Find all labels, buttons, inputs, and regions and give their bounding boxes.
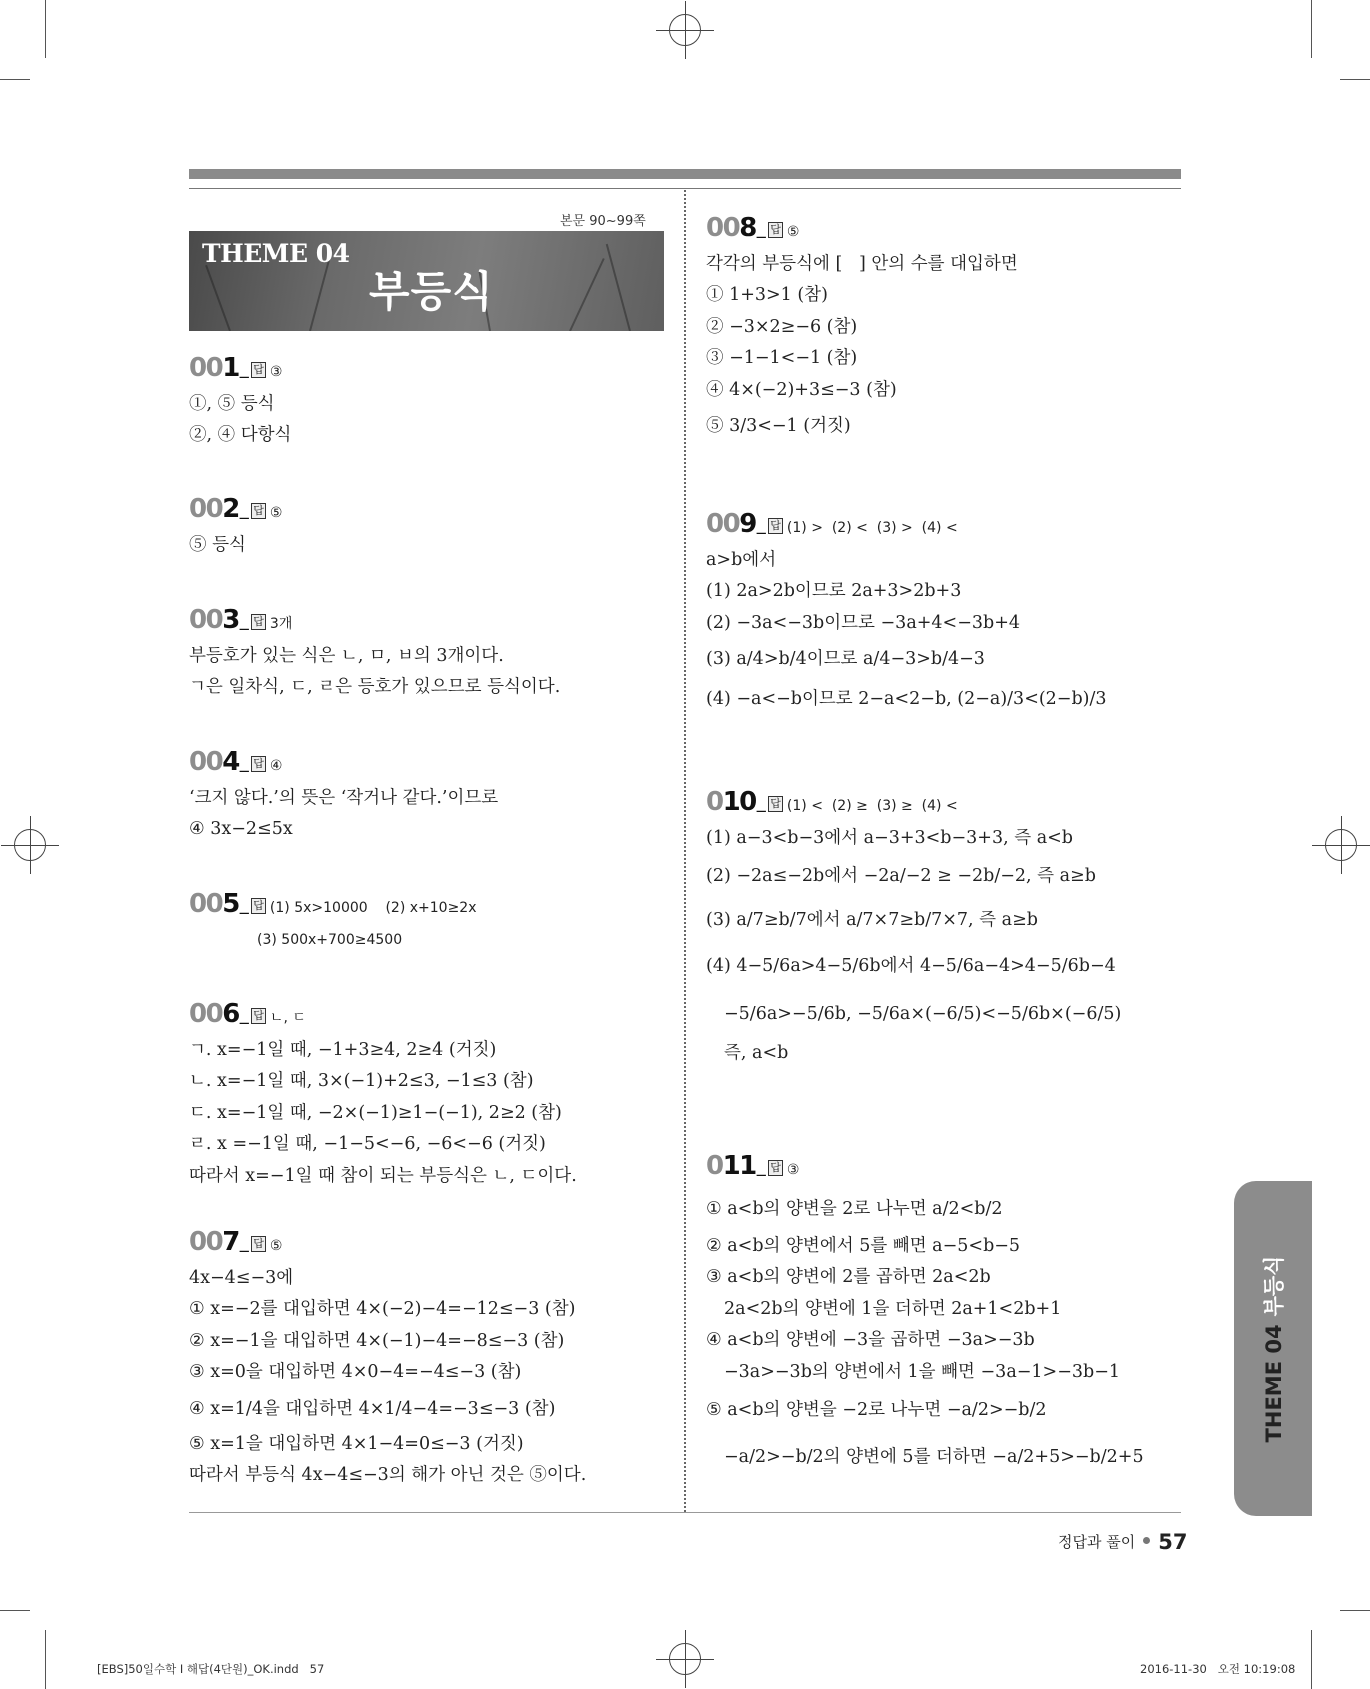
problem-008: 008_ 답 ⑤ 각각의 부등식에 [ ] 안의 수를 대입하면 ① 1+3>1 (참) ② −3×2≥−6 (참) ③ −1−1<−1 (참) ④ 4×(−2)+3≤−3 (참) ⑤ 3/3<−1 (거짓) bbox=[706, 212, 1018, 446]
answer: ㄴ, ㄷ bbox=[269, 1010, 306, 1026]
footer-label: 정답과 풀이 bbox=[1058, 1533, 1136, 1551]
solution-line: (2) −2a≤−2b에서 −2a/−2 ≥ −2b/−2, 즉 a≥b bbox=[706, 866, 1096, 886]
solution-line: (2) −3a<−3b이므로 −3a+4<−3b+4 bbox=[706, 612, 1021, 633]
answer-tag: 답 bbox=[253, 1237, 264, 1250]
solution-line: ㄷ. x=−1일 때, −2×(−1)≥1−(−1), 2≥2 (참) bbox=[189, 1102, 562, 1123]
solution-line: ② −3×2≥−6 (참) bbox=[706, 316, 858, 337]
solution-line: ‘크지 않다.’의 뜻은 ‘작거나 같다.’이므로 bbox=[189, 787, 499, 808]
solution-line: ④ a<b의 양변에 −3을 곱하면 −3a>−3b bbox=[706, 1330, 1035, 1350]
solution-line: ㄴ. x=−1일 때, 3×(−1)+2≤3, −1≤3 (참) bbox=[189, 1071, 534, 1091]
theme-side-tab bbox=[1234, 1181, 1312, 1516]
answer-tag: 답 bbox=[770, 223, 781, 236]
source-page-ref: 본문 90~99쪽 bbox=[560, 214, 646, 229]
solution-line: (3) a/4>b/4이므로 a/4−3>b/4−3 bbox=[706, 649, 985, 669]
solution-line: 각각의 부등식에 [ ] 안의 수를 대입하면 bbox=[706, 253, 1018, 274]
problem-005: 005_ 답 (1) 5x>10000 (2) x+10≥2x (3) 500x+700≥4500 bbox=[189, 888, 477, 956]
answer: ⑤ bbox=[269, 505, 283, 521]
solution-line: (1) a−3<b−3에서 a−3+3<b−3+3, 즉 a<b bbox=[706, 827, 1073, 848]
problem-011: 011_ 답 ③ ① a<b의 양변을 2로 나누면 a/2<b/2 ② a<b의 양변에서 5를 빼면 a−5<b−5 ③ a<b의 양변에 2를 곱하면 2a<2b 2a<2b의 양변에 1을 더하면 2a+1<2b+1 ④ a<b의 양변에 −3을 곱하면 −3a>−3b −3a>−3b의 양변에서 1을 빼면 −3a−1>−3b−1 ⑤ a<b의 양변을 −2로 나누면 −a/2>−b/2 −a/2>−b/2의 양변에 5를 더하면 −a/2+5>−b/2+5 bbox=[706, 1150, 1144, 1482]
solution-line: −3a>−3b의 양변에서 1을 빼면 −3a−1>−3b−1 bbox=[724, 1361, 1121, 1382]
answer-tag: 답 bbox=[770, 1161, 781, 1174]
solution-line: ② x=−1을 대입하면 4×(−1)−4=−8≤−3 (참) bbox=[189, 1330, 565, 1351]
solution-line: 부등호가 있는 식은 ㄴ, ㅁ, ㅂ의 3개이다. bbox=[189, 645, 504, 666]
problem-009: 009_ 답 (1) > (2) < (3) > (4) < a>b에서 (1) 2a>2b이므로 2a+3>2b+3 (2) −3a<−3b이므로 −3a+4<−3b+4 (3) a/4>b/4이므로 a/4−3>b/4−3 (4) −a<−b이므로 2−a<2−b, (2−a)/3<(2−b)/3 bbox=[706, 508, 1107, 719]
page-number: 57 bbox=[1158, 1530, 1188, 1554]
header-rule bbox=[189, 188, 1181, 189]
solution-line: ① x=−2를 대입하면 4×(−2)−4=−12≤−3 (참) bbox=[189, 1299, 576, 1319]
solution-line: (3) a/7≥b/7에서 a/7×7≥b/7×7, 즉 a≥b bbox=[706, 910, 1038, 930]
answer-continued: (3) 500x+700≥4500 bbox=[257, 931, 403, 948]
answer: 3개 bbox=[269, 616, 293, 632]
answer-tag: 답 bbox=[253, 504, 264, 517]
problem-004: 004_ 답 ④ ‘크지 않다.’의 뜻은 ‘작거나 같다.’이므로 ④ 3x−2≤5x bbox=[189, 746, 498, 846]
solution-line: ④ 3x−2≤5x bbox=[189, 819, 293, 839]
solution-line: ㄱ. x=−1일 때, −1+3≥4, 2≥4 (거짓) bbox=[189, 1039, 497, 1060]
answer: ⑤ bbox=[786, 224, 800, 240]
bullet-icon bbox=[1143, 1537, 1150, 1544]
problem-003: 003_ 답 3개 부등호가 있는 식은 ㄴ, ㅁ, ㅂ의 3개이다. ㄱ은 일차식, ㄷ, ㄹ은 등호가 있으므로 등식이다. bbox=[189, 604, 560, 704]
print-slug-file: [EBS]50일수학 I 해답(4단원)_OK.indd 57 bbox=[97, 1662, 325, 1676]
crop-mark bbox=[1311, 0, 1312, 58]
registration-mark-bottom bbox=[669, 1643, 701, 1675]
solution-line: −5/6a>−5/6b, −5/6a×(−6/5)<−5/6b×(−6/5) bbox=[724, 1004, 1122, 1024]
side-tab-theme: THEME 04 bbox=[1262, 1323, 1286, 1442]
side-tab-title: 부등식 bbox=[1262, 1255, 1286, 1316]
answer: (1) > (2) < (3) > (4) < bbox=[786, 520, 958, 536]
solution-line: ⑤ x=1을 대입하면 4×1−4=0≤−3 (거짓) bbox=[189, 1433, 524, 1454]
crop-mark bbox=[1340, 1610, 1370, 1611]
print-slug-timestamp: 2016-11-30 오전 10:19:08 bbox=[1140, 1662, 1296, 1676]
crop-mark bbox=[1311, 1630, 1312, 1689]
answer-tag: 답 bbox=[253, 757, 264, 770]
crop-mark bbox=[45, 0, 46, 58]
footer-rule bbox=[189, 1512, 1181, 1513]
registration-mark-right bbox=[1325, 829, 1357, 861]
answer-tag: 답 bbox=[770, 797, 781, 810]
problem-001: 001_ 답 ③ ①, ⑤ 등식 ②, ④ 다항식 bbox=[189, 352, 291, 452]
solution-line: 4x−4≤−3에 bbox=[189, 1267, 294, 1288]
problem-002: 002_ 답 ⑤ ⑤ 등식 bbox=[189, 493, 282, 561]
crop-mark bbox=[45, 1630, 46, 1689]
solution-line: ㄹ. x =−1일 때, −1−5<−6, −6<−6 (거짓) bbox=[189, 1134, 546, 1154]
problem-007: 007_ 답 ⑤ 4x−4≤−3에 ① x=−2를 대입하면 4×(−2)−4=−12≤−3 (참) ② x=−1을 대입하면 4×(−1)−4=−8≤−3 (참) ③ x=0을 대입하면 4×0−4=−4≤−3 (참) ④ x=1/4을 대입하면 4×1/4−4=−3≤−3 (참) ⑤ x=1을 대입하면 4×1−4=0≤−3 (거짓) 따라서 부등식 4x−4≤−3의 해가 아닌 것은 ⑤이다. bbox=[189, 1226, 586, 1492]
solution-line: ① a<b의 양변을 2로 나누면 a/2<b/2 bbox=[706, 1198, 1003, 1219]
answer: (1) 5x>10000 (2) x+10≥2x bbox=[269, 900, 477, 916]
solution-line: ① 1+3>1 (참) bbox=[706, 285, 828, 305]
solution-line: ④ x=1/4을 대입하면 4×1/4−4=−3≤−3 (참) bbox=[189, 1398, 556, 1419]
column-divider bbox=[684, 190, 686, 1512]
crop-mark bbox=[1340, 79, 1370, 80]
solution-line: ①, ⑤ 등식 bbox=[189, 393, 275, 414]
solution-line: (4) 4−5/6a>4−5/6b에서 4−5/6a−4>4−5/6b−4 bbox=[706, 956, 1116, 976]
solution-line: a>b에서 bbox=[706, 549, 777, 570]
solution-line: −a/2>−b/2의 양변에 5를 더하면 −a/2+5>−b/2+5 bbox=[724, 1447, 1144, 1467]
solution-line: (4) −a<−b이므로 2−a<2−b, (2−a)/3<(2−b)/3 bbox=[706, 689, 1107, 709]
solution-line: ③ x=0을 대입하면 4×0−4=−4≤−3 (참) bbox=[189, 1362, 522, 1382]
answer-tag: 답 bbox=[770, 519, 781, 532]
solution-line: ㄱ은 일차식, ㄷ, ㄹ은 등호가 있으므로 등식이다. bbox=[189, 677, 561, 697]
solution-line: ②, ④ 다항식 bbox=[189, 425, 292, 445]
answer: ③ bbox=[269, 364, 283, 380]
crop-mark bbox=[0, 79, 30, 80]
answer: ③ bbox=[786, 1162, 800, 1178]
problem-010: 010_ 답 (1) < (2) ≥ (3) ≥ (4) < (1) a−3<b−3에서 a−3+3<b−3+3, 즉 a<b (2) −2a≤−2b에서 −2a/−2 ≥ −2b/−2, 즉 a≥b (3) a/7≥b/7에서 a/7×7≥b/7×7, 즉 a≥b (4) 4−5/6a>4−5/6b에서 4−5/6a−4>4−5/6b−4 −5/6a>−5/6b, −5/6a×(−6/5)<−5/6b×(−6/5) 즉, a<b bbox=[706, 786, 1121, 1070]
answer-tag: 답 bbox=[253, 615, 264, 628]
registration-mark-top bbox=[669, 14, 701, 46]
solution-line: 따라서 x=−1일 때 참이 되는 부등식은 ㄴ, ㄷ이다. bbox=[189, 1165, 577, 1186]
answer-tag: 답 bbox=[253, 899, 264, 912]
solution-line: 따라서 부등식 4x−4≤−3의 해가 아닌 것은 ⑤이다. bbox=[189, 1465, 587, 1485]
solution-line: ③ −1−1<−1 (참) bbox=[706, 348, 858, 368]
answer-tag: 답 bbox=[253, 1009, 264, 1022]
solution-line: ⑤ a<b의 양변을 −2로 나누면 −a/2>−b/2 bbox=[706, 1400, 1047, 1420]
banner-title: 부등식 bbox=[369, 267, 494, 316]
solution-line: 즉, a<b bbox=[724, 1043, 789, 1063]
theme-banner bbox=[189, 231, 664, 331]
solution-line: ⑤ 등식 bbox=[189, 534, 246, 555]
problem-006: 006_ 답 ㄴ, ㄷ ㄱ. x=−1일 때, −1+3≥4, 2≥4 (거짓) ㄴ. x=−1일 때, 3×(−1)+2≤3, −1≤3 (참) ㄷ. x=−1일 때, −2×(−1)≥1−(−1), 2≥2 (참) ㄹ. x =−1일 때, −1−5<−6, −6<−6 (거짓) 따라서 x=−1일 때 참이 되는 부등식은 ㄴ, ㄷ이다. bbox=[189, 998, 577, 1192]
answer-tag: 답 bbox=[253, 363, 264, 376]
solution-line: ④ 4×(−2)+3≤−3 (참) bbox=[706, 379, 897, 400]
solution-line: 2a<2b의 양변에 1을 더하면 2a+1<2b+1 bbox=[724, 1298, 1062, 1319]
crop-mark bbox=[0, 1610, 30, 1611]
header-bar bbox=[189, 169, 1181, 179]
solution-line: (1) 2a>2b이므로 2a+3>2b+3 bbox=[706, 581, 962, 601]
registration-mark-left bbox=[14, 829, 46, 861]
banner-theme-label: THEME 04 bbox=[202, 239, 350, 268]
answer: ⑤ bbox=[269, 1238, 283, 1254]
solution-line: ③ a<b의 양변에 2를 곱하면 2a<2b bbox=[706, 1267, 991, 1287]
solution-line: ⑤ 3/3<−1 (거짓) bbox=[706, 416, 851, 436]
page-footer bbox=[1058, 1530, 1187, 1554]
solution-line: ② a<b의 양변에서 5를 빼면 a−5<b−5 bbox=[706, 1235, 1021, 1256]
answer: (1) < (2) ≥ (3) ≥ (4) < bbox=[786, 798, 958, 814]
answer: ④ bbox=[269, 758, 283, 774]
